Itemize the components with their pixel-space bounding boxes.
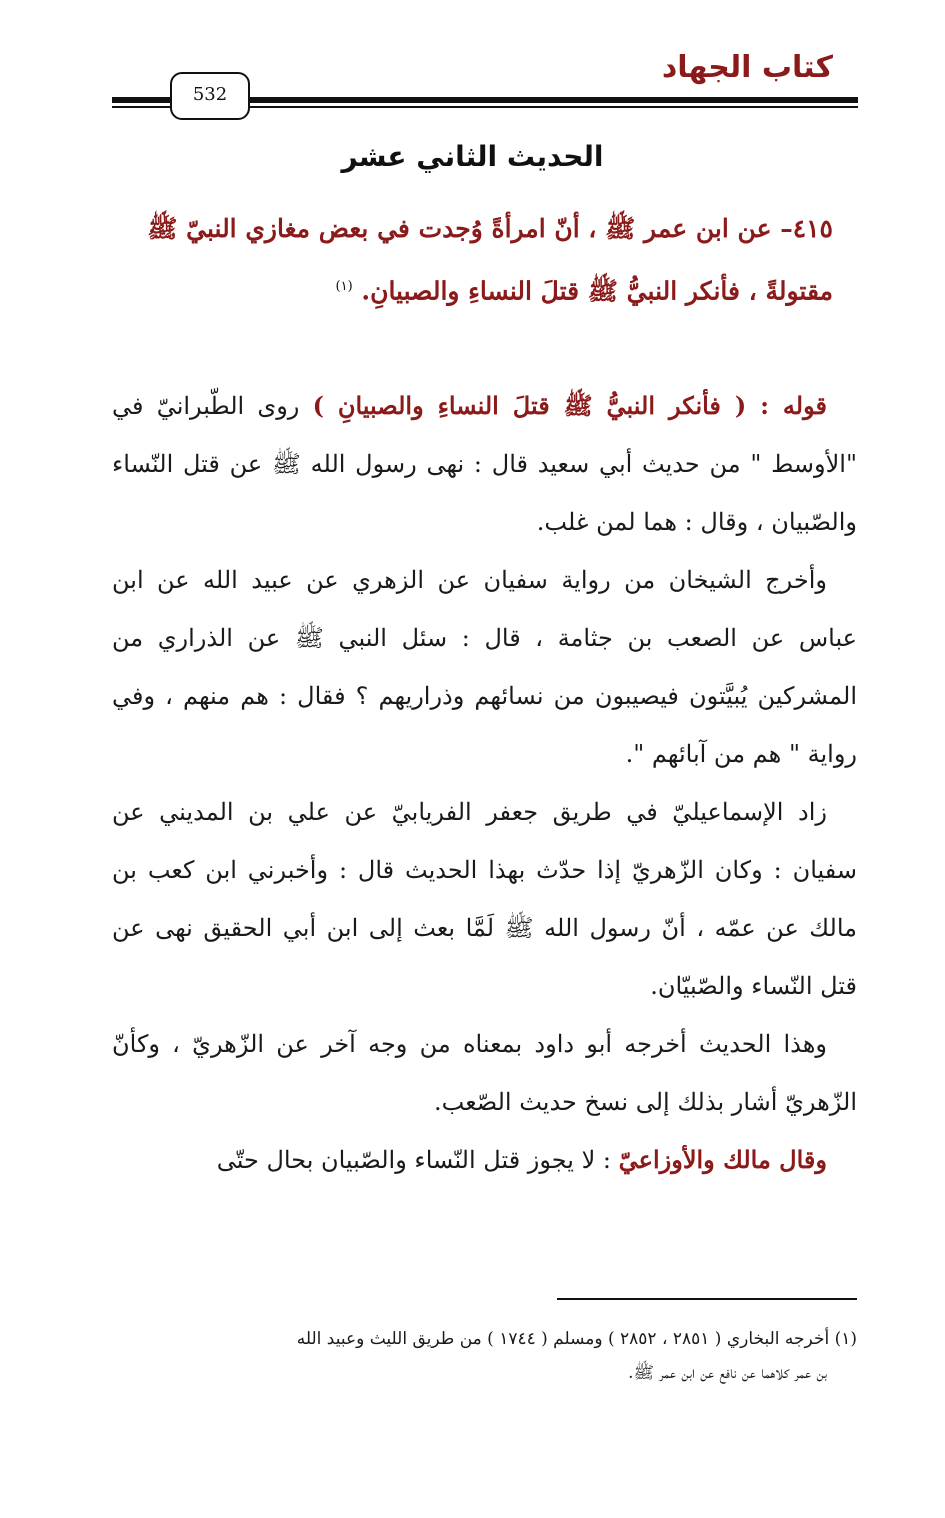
page-number: 532 bbox=[192, 84, 228, 105]
commentary-body bbox=[112, 377, 857, 1189]
footnote-line-2: بن عمر كلاهما عن نافع عن ابن عمر ﷺ. bbox=[628, 1363, 827, 1383]
hadith-body: – عن ابن عمر ﷺ ، أنّ امرأةً وُجدت في بعض مغازي النبيّ ﷺ مقتولةً ، فأنكر النبيُّ ﷺ قتلَ النساءِ والصبيانِ. bbox=[147, 214, 833, 306]
paragraph-4: وهذا الحديث أخرجه أبو داود بمعناه من وجه آخر عن الزّهريّ ، وكأنّ الزّهريّ أشار بذلك إلى نسخ حديث الصّعب. bbox=[112, 1030, 857, 1116]
footnote-marker: (١) bbox=[335, 279, 353, 294]
scholars-label: وقال مالك والأوزاعيّ bbox=[618, 1145, 827, 1174]
footnote bbox=[112, 1322, 857, 1390]
page-number-box bbox=[170, 72, 250, 120]
paragraph-1-text: روى الطّبرانيّ في "الأوسط " من حديث أبي سعيد قال : نهى رسول الله ﷺ عن قتل النّساء والصّبيان ، وقال : هما لمن غلب. bbox=[112, 392, 857, 536]
paragraph-2: وأخرج الشيخان من رواية سفيان عن الزهري عن عبيد الله عن ابن عباس عن الصعب بن جثامة ، قال : سئل النبي ﷺ عن الذراري من المشركين يُبيَّتون فيصيبون من نسائهم وذراريهم ؟ فقال : هم منهم ، وفي رواية " هم من آبائهم ". bbox=[112, 566, 857, 768]
hadith-text bbox=[112, 200, 833, 320]
footnote-line-1: (١) أخرجه البخاري ( ٢٨٥١ ، ٢٨٥٢ ) ومسلم ( ١٧٤٤ ) من طريق الليث وعبيد الله bbox=[296, 1329, 857, 1349]
book-title: كتاب الجهاد bbox=[661, 50, 833, 85]
hadith-number: ٤١٥ bbox=[792, 214, 833, 243]
paragraph-5-text: : لا يجوز قتل النّساء والصّبيان بحال حتّى bbox=[216, 1146, 619, 1174]
paragraph-1 bbox=[112, 377, 857, 551]
paragraph-5 bbox=[112, 1131, 857, 1189]
section-title: الحديث الثاني عشر bbox=[341, 140, 604, 173]
footnote-rule bbox=[557, 1298, 857, 1300]
quote-label: قوله : ( فأنكر النبيُّ ﷺ قتلَ النساءِ والصبيانِ ) bbox=[312, 391, 827, 420]
paragraph-3: زاد الإسماعيليّ في طريق جعفر الفريابيّ عن علي بن المديني عن سفيان : وكان الزّهريّ إذا حدّث بهذا الحديث قال : وأخبرني ابن كعب بن مالك عن عمّه ، أنّ رسول الله ﷺ لَمَّا بعث إلى ابن أبي الحقيق نهى عن قتل النّساء والصّبيّان. bbox=[112, 798, 857, 1000]
